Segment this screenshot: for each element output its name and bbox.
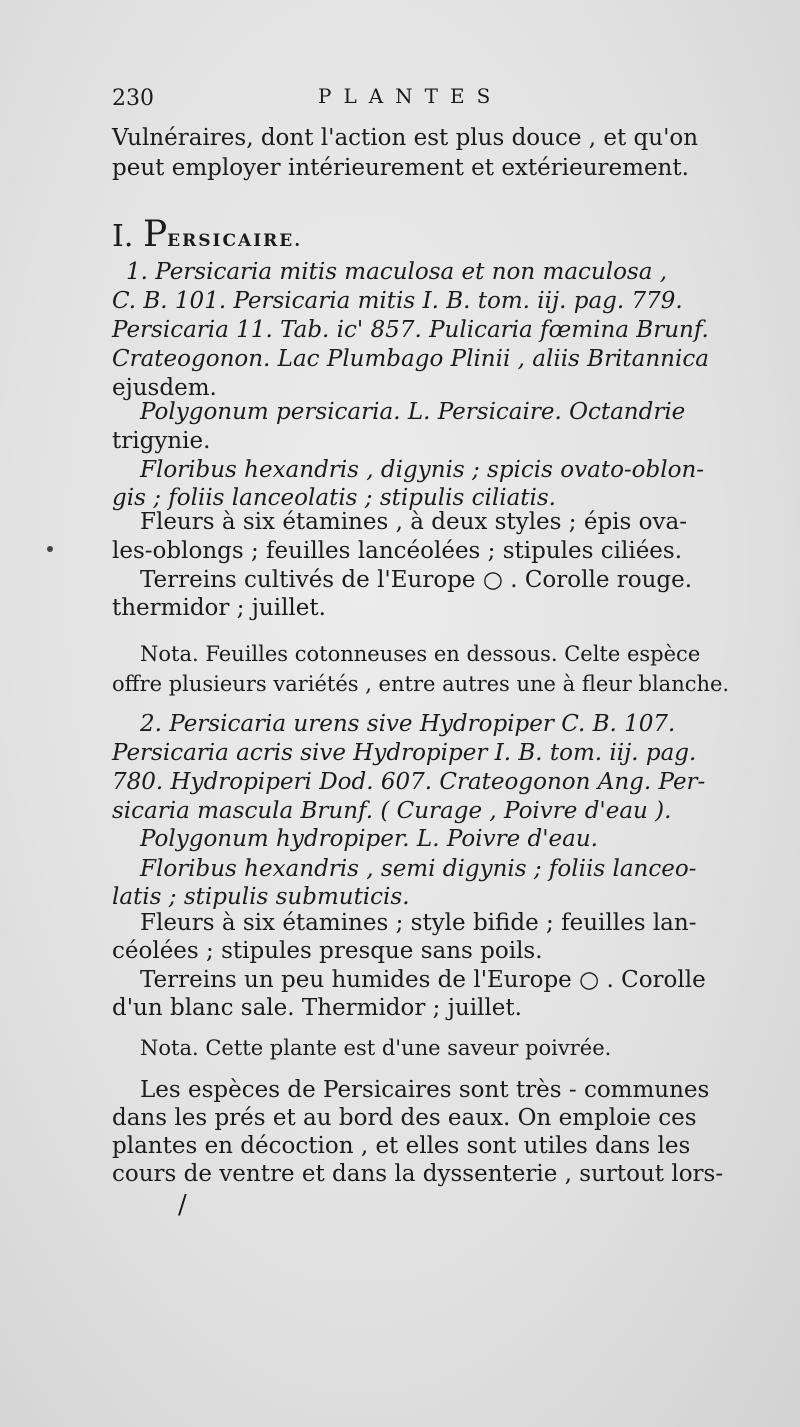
description-line: Fleurs à six étamines , à deux styles ; épis ova- (140, 509, 687, 535)
intro-line: Vulnéraires, dont l'action est plus douce , et qu'on (112, 125, 699, 151)
running-title: PLANTES (318, 84, 503, 108)
nota-line: offre plusieurs variétés , entre autres une à fleur blanche. (112, 672, 730, 696)
synonym-line: Persicaria 11. Tab. ic' 857. Pulicaria fœmina Brunf. (112, 317, 709, 343)
nota-line: Nota. Cette plante est d'une saveur poivrée. (140, 1036, 612, 1060)
diagnosis-line: Floribus hexandris , semi digynis ; foliis lanceo- (140, 856, 697, 882)
intro-line: peut employer intérieurement et extérieurement. (112, 155, 689, 181)
diagnosis-line: gis ; foliis lanceolatis ; stipulis ciliatis. (112, 485, 556, 511)
closing-line: dans les prés et au bord des eaux. On emploie ces (112, 1105, 697, 1131)
description-line: Terreins un peu humides de l'Europe ○ . Corolle (140, 967, 706, 993)
page-mark: / (178, 1190, 187, 1220)
description-line: céolées ; stipules presque sans poils. (112, 938, 543, 964)
page-number: 230 (112, 86, 154, 111)
description-line: les-oblongs ; feuilles lancéolées ; stipules ciliées. (112, 538, 683, 564)
synonym-line: ejusdem. (112, 375, 217, 401)
synonym-line: 1. Persicaria mitis maculosa et non maculosa , (126, 259, 668, 285)
linnaean-name-line: Polygonum hydropiper. L. Poivre d'eau. (140, 826, 598, 852)
synonym-line: 780. Hydropiperi Dod. 607. Crateogonon Ang. Per- (112, 769, 706, 795)
description-line: thermidor ; juillet. (112, 595, 326, 621)
diagnosis-line: latis ; stipulis submuticis. (112, 884, 410, 910)
diagnosis-line: Floribus hexandris , digynis ; spicis ovato-oblon- (140, 457, 705, 483)
description-line: d'un blanc sale. Thermidor ; juillet. (112, 995, 522, 1021)
nota-line: Nota. Feuilles cotonneuses en dessous. Celte espèce (140, 642, 701, 666)
section-title-rest: ERSICAIRE. (167, 231, 303, 251)
linnaean-name-line: Polygonum persicaria. L. Persicaire. Octandrie (140, 399, 686, 425)
section-title-initial: P (142, 214, 168, 255)
synonym-line: sicaria mascula Brunf. ( Curage , Poivre d'eau ). (112, 798, 672, 824)
synonym-line: C. B. 101. Persicaria mitis I. B. tom. iij. pag. 779. (112, 288, 683, 314)
section-number: I. (112, 219, 134, 254)
synonym-line: 2. Persicaria urens sive Hydropiper C. B. 107. (140, 711, 676, 737)
closing-line: plantes en décoction , et elles sont utiles dans les (112, 1133, 691, 1159)
closing-line: Les espèces de Persicaires sont très - communes (140, 1077, 710, 1103)
synonym-line: Persicaria acris sive Hydropiper I. B. tom. iij. pag. (112, 740, 697, 766)
description-line: Terreins cultivés de l'Europe ○ . Corolle rouge. (140, 567, 693, 593)
section-heading (112, 214, 303, 258)
closing-line: cours de ventre et dans la dyssenterie , surtout lors- (112, 1161, 724, 1187)
description-line: Fleurs à six étamines ; style bifide ; feuilles lan- (140, 910, 697, 936)
synonym-line: Crateogonon. Lac Plumbago Plinii , aliis Britannica (112, 346, 709, 372)
ink-speck (47, 546, 53, 552)
linnaean-name-line: trigynie. (112, 428, 211, 454)
